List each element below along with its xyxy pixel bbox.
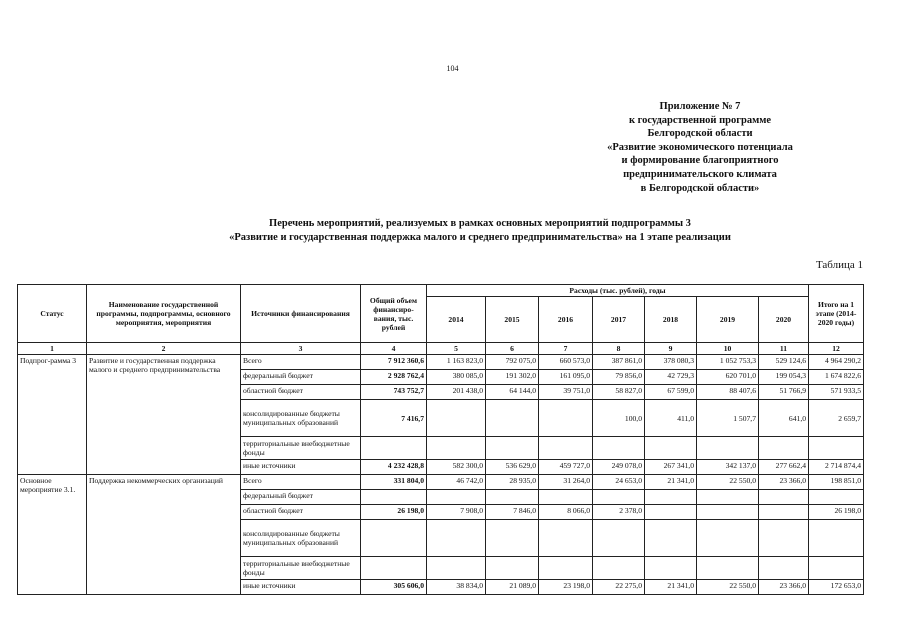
header-status: Статус: [18, 285, 87, 343]
year-value-cell: [697, 520, 759, 557]
year-value-cell: 1 507,7: [697, 400, 759, 437]
year-value-cell: [593, 490, 645, 505]
year-value-cell: [759, 437, 809, 460]
year-value-cell: [486, 520, 539, 557]
total-cell: 7 912 360,6: [361, 355, 427, 370]
year-value-cell: [593, 557, 645, 580]
document-title-line: Перечень мероприятий, реализуемых в рамках основных мероприятий подпрограммы 3: [269, 218, 691, 229]
source-cell: консолидированные бюджеты муниципальных образований: [241, 400, 361, 437]
source-cell: областной бюджет: [241, 505, 361, 520]
year-value-cell: [427, 557, 486, 580]
total-cell: [361, 520, 427, 557]
appendix-line: предпринимательского климата: [623, 168, 777, 180]
total-cell: 4 232 428,8: [361, 460, 427, 475]
header-year: 2020: [759, 297, 809, 343]
year-value-cell: 39 751,0: [539, 385, 593, 400]
year-value-cell: 23 366,0: [759, 475, 809, 490]
year-value-cell: [593, 437, 645, 460]
total-cell: 7 416,7: [361, 400, 427, 437]
year-value-cell: 21 341,0: [645, 475, 697, 490]
status-cell: Основное мероприятие 3.1.: [18, 475, 87, 595]
year-value-cell: [645, 437, 697, 460]
year-value-cell: [539, 437, 593, 460]
column-number: 4: [361, 343, 427, 355]
header-year: 2016: [539, 297, 593, 343]
status-cell: Подпрог-рамма 3: [18, 355, 87, 475]
page-number: 104: [446, 64, 459, 73]
header-name: Наименование государственной программы, подпрограммы, основного мероприятия, мероприятия: [87, 285, 241, 343]
year-value-cell: 582 300,0: [427, 460, 486, 475]
total-cell: 26 198,0: [361, 505, 427, 520]
year-value-cell: 641,0: [759, 400, 809, 437]
source-cell: консолидированные бюджеты муниципальных образований: [241, 520, 361, 557]
year-value-cell: 411,0: [645, 400, 697, 437]
column-number: 9: [645, 343, 697, 355]
measures-table: [17, 284, 864, 595]
measure-name-cell: Развитие и государственная поддержка малого и среднего предпринимательства: [87, 355, 241, 475]
source-cell: иные источники: [241, 580, 361, 595]
year-value-cell: [697, 505, 759, 520]
column-number: 5: [427, 343, 486, 355]
year-value-cell: 23 198,0: [539, 580, 593, 595]
table-label: Таблица 1: [815, 259, 863, 271]
header-expenses: Расходы (тыс. рублей), годы: [427, 285, 809, 297]
year-value-cell: 31 264,0: [539, 475, 593, 490]
year-value-cell: 620 701,0: [697, 370, 759, 385]
stage-total-cell: 198 851,0: [809, 475, 864, 490]
column-number: 8: [593, 343, 645, 355]
year-value-cell: 38 834,0: [427, 580, 486, 595]
total-cell: [361, 490, 427, 505]
stage-total-cell: 2 659,7: [809, 400, 864, 437]
table-body: [18, 355, 864, 595]
header-total: Общий объем финансиро-вания, тыс. рублей: [361, 285, 427, 343]
year-value-cell: [539, 400, 593, 437]
stage-total-cell: 4 964 290,2: [809, 355, 864, 370]
year-value-cell: 28 935,0: [486, 475, 539, 490]
header-year: 2018: [645, 297, 697, 343]
year-value-cell: 1 052 753,3: [697, 355, 759, 370]
column-number: 2: [87, 343, 241, 355]
year-value-cell: 7 908,0: [427, 505, 486, 520]
total-cell: 743 752,7: [361, 385, 427, 400]
stage-total-cell: 1 674 822,6: [809, 370, 864, 385]
year-value-cell: [759, 490, 809, 505]
source-cell: территориальные внебюджетные фонды: [241, 437, 361, 460]
source-cell: Всего: [241, 355, 361, 370]
source-cell: Всего: [241, 475, 361, 490]
year-value-cell: [645, 520, 697, 557]
year-value-cell: [486, 400, 539, 437]
year-value-cell: 2 378,0: [593, 505, 645, 520]
total-cell: 305 606,0: [361, 580, 427, 595]
header-sources: Источники финансирования: [241, 285, 361, 343]
year-value-cell: 536 629,0: [486, 460, 539, 475]
stage-total-cell: 172 653,0: [809, 580, 864, 595]
document-title: [60, 217, 900, 244]
year-value-cell: [427, 490, 486, 505]
year-value-cell: 660 573,0: [539, 355, 593, 370]
stage-total-cell: [809, 520, 864, 557]
year-value-cell: [427, 400, 486, 437]
year-value-cell: [593, 520, 645, 557]
header-year: 2015: [486, 297, 539, 343]
year-value-cell: 792 075,0: [486, 355, 539, 370]
year-value-cell: [759, 505, 809, 520]
year-value-cell: [759, 557, 809, 580]
year-value-cell: 380 085,0: [427, 370, 486, 385]
year-value-cell: 58 827,0: [593, 385, 645, 400]
year-value-cell: 88 407,6: [697, 385, 759, 400]
column-number: 7: [539, 343, 593, 355]
year-value-cell: 199 054,3: [759, 370, 809, 385]
year-value-cell: 67 599,0: [645, 385, 697, 400]
year-value-cell: [486, 490, 539, 505]
source-cell: областной бюджет: [241, 385, 361, 400]
header-stage-total: Итого на 1 этапе (2014-2020 годы): [809, 285, 864, 343]
year-value-cell: 79 856,0: [593, 370, 645, 385]
year-value-cell: 459 727,0: [539, 460, 593, 475]
year-value-cell: 267 341,0: [645, 460, 697, 475]
total-cell: 2 928 762,4: [361, 370, 427, 385]
total-cell: [361, 437, 427, 460]
appendix-block: [540, 100, 860, 195]
year-value-cell: 7 846,0: [486, 505, 539, 520]
year-value-cell: [486, 557, 539, 580]
column-number: 1: [18, 343, 87, 355]
column-number: 6: [486, 343, 539, 355]
year-value-cell: [759, 520, 809, 557]
year-value-cell: [697, 490, 759, 505]
year-value-cell: 191 302,0: [486, 370, 539, 385]
year-value-cell: [645, 557, 697, 580]
source-cell: федеральный бюджет: [241, 370, 361, 385]
column-number: 3: [241, 343, 361, 355]
year-value-cell: 277 662,4: [759, 460, 809, 475]
year-value-cell: [427, 437, 486, 460]
total-cell: [361, 557, 427, 580]
source-cell: территориальные внебюджетные фонды: [241, 557, 361, 580]
stage-total-cell: [809, 557, 864, 580]
appendix-line: и формирование благоприятного: [621, 155, 779, 167]
header-year: 2014: [427, 297, 486, 343]
year-value-cell: 46 742,0: [427, 475, 486, 490]
year-value-cell: 21 341,0: [645, 580, 697, 595]
appendix-line: к государственной программе: [628, 114, 772, 126]
stage-total-cell: 26 198,0: [809, 505, 864, 520]
year-value-cell: 529 124,6: [759, 355, 809, 370]
appendix-line: «Развитие экономического потенциала: [607, 141, 793, 153]
appendix-line: Белгородской области: [647, 128, 753, 140]
year-value-cell: [645, 505, 697, 520]
total-cell: 331 804,0: [361, 475, 427, 490]
year-value-cell: 21 089,0: [486, 580, 539, 595]
year-value-cell: [539, 520, 593, 557]
year-value-cell: 249 078,0: [593, 460, 645, 475]
header-year: 2019: [697, 297, 759, 343]
year-value-cell: 161 095,0: [539, 370, 593, 385]
year-value-cell: [645, 490, 697, 505]
column-number: 10: [697, 343, 759, 355]
year-value-cell: 378 080,3: [645, 355, 697, 370]
year-value-cell: 23 366,0: [759, 580, 809, 595]
year-value-cell: 42 729,3: [645, 370, 697, 385]
stage-total-cell: 571 933,5: [809, 385, 864, 400]
appendix-line: Приложение № 7: [659, 101, 741, 112]
measure-name-cell: Поддержка некоммерческих организаций: [87, 475, 241, 595]
year-value-cell: 22 550,0: [697, 475, 759, 490]
source-cell: иные источники: [241, 460, 361, 475]
column-number: 12: [809, 343, 864, 355]
year-value-cell: [697, 437, 759, 460]
year-value-cell: 51 766,9: [759, 385, 809, 400]
year-value-cell: [427, 520, 486, 557]
year-value-cell: 100,0: [593, 400, 645, 437]
stage-total-cell: [809, 437, 864, 460]
document-title-line: «Развитие и государственная поддержка малого и среднего предпринимательства» на 1 этапе реализации: [229, 231, 731, 243]
year-value-cell: 8 066,0: [539, 505, 593, 520]
column-number: 11: [759, 343, 809, 355]
source-cell: федеральный бюджет: [241, 490, 361, 505]
year-value-cell: [539, 557, 593, 580]
year-value-cell: [697, 557, 759, 580]
table-row: [18, 355, 864, 370]
year-value-cell: 201 438,0: [427, 385, 486, 400]
year-value-cell: 387 861,0: [593, 355, 645, 370]
table-row: [18, 475, 864, 490]
stage-total-cell: [809, 490, 864, 505]
year-value-cell: 64 144,0: [486, 385, 539, 400]
stage-total-cell: 2 714 874,4: [809, 460, 864, 475]
year-value-cell: 342 137,0: [697, 460, 759, 475]
appendix-line: в Белгородской области»: [640, 182, 760, 194]
year-value-cell: [486, 437, 539, 460]
header-year: 2017: [593, 297, 645, 343]
year-value-cell: 1 163 823,0: [427, 355, 486, 370]
year-value-cell: 22 275,0: [593, 580, 645, 595]
column-number-row: [18, 343, 864, 355]
year-value-cell: 22 550,0: [697, 580, 759, 595]
year-value-cell: [539, 490, 593, 505]
year-value-cell: 24 653,0: [593, 475, 645, 490]
